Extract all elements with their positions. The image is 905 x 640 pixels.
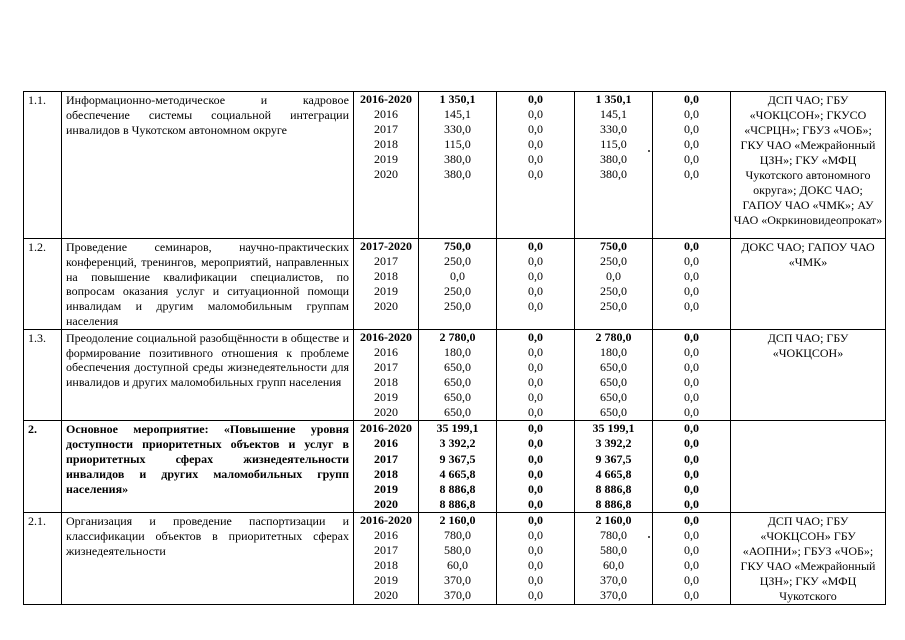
regional-funding-column — [575, 92, 653, 239]
regional-funding-cell: 370,0 — [600, 573, 627, 588]
total-funding-cell: 2 780,0 — [439, 329, 476, 344]
regional-funding-cell: 4 665,8 — [595, 466, 632, 481]
federal-funding-cell: 0,0 — [528, 390, 543, 405]
table-body — [24, 92, 886, 605]
total-funding-column — [419, 239, 497, 330]
year-cell: 2018 — [374, 137, 398, 152]
other-funding-cell: 0,0 — [684, 269, 699, 284]
regional-funding-column — [575, 239, 653, 330]
federal-funding-column — [497, 92, 575, 239]
federal-funding-cell: 0,0 — [528, 512, 543, 527]
regional-funding-cell: 370,0 — [600, 588, 627, 603]
federal-funding-cell: 0,0 — [528, 92, 543, 106]
total-funding-cell: 115,0 — [444, 137, 471, 152]
year-cell: 2018 — [374, 466, 398, 481]
regional-funding-cell: 2 160,0 — [595, 512, 632, 527]
total-funding-cell: 750,0 — [444, 239, 471, 253]
table-row — [24, 329, 886, 421]
federal-funding-cell: 0,0 — [528, 122, 543, 137]
total-funding-cell: 380,0 — [444, 152, 471, 167]
total-funding-column — [419, 512, 497, 604]
year-cell: 2018 — [374, 269, 398, 284]
other-funding-cell: 0,0 — [684, 167, 699, 182]
other-funding-cell: 0,0 — [684, 466, 699, 481]
federal-funding-column — [497, 512, 575, 604]
other-funding-cell: 0,0 — [684, 436, 699, 451]
total-funding-cell: 35 199,1 — [436, 421, 479, 436]
regional-funding-cell: 60,0 — [603, 558, 624, 573]
regional-funding-cell: 330,0 — [600, 122, 627, 137]
year-cell: 2016 — [374, 528, 398, 542]
federal-funding-cell: 0,0 — [528, 421, 543, 436]
regional-funding-cell: 650,0 — [600, 405, 627, 420]
total-funding-cell: 4 665,8 — [439, 466, 476, 481]
federal-funding-cell: 0,0 — [528, 481, 543, 496]
federal-funding-column — [497, 421, 575, 513]
federal-funding-cell: 0,0 — [528, 543, 543, 558]
regional-funding-cell: 250,0 — [600, 299, 627, 314]
total-funding-cell: 0,0 — [450, 269, 465, 284]
other-funding-cell: 0,0 — [684, 329, 699, 344]
other-funding-cell: 0,0 — [684, 481, 699, 496]
total-funding-cell: 650,0 — [444, 375, 471, 390]
year-cell: 2017 — [374, 451, 398, 466]
other-funding-cell: 0,0 — [684, 107, 699, 122]
federal-funding-cell: 0,0 — [528, 451, 543, 466]
total-funding-cell: 180,0 — [444, 344, 471, 359]
total-funding-column — [419, 329, 497, 421]
year-cell: 2019 — [374, 284, 398, 299]
regional-funding-cell: 9 367,5 — [595, 451, 632, 466]
regional-funding-column — [575, 329, 653, 421]
total-funding-cell: 370,0 — [444, 588, 471, 603]
total-funding-cell: 9 367,5 — [439, 451, 476, 466]
other-funding-column — [653, 512, 731, 604]
item-number: 1.1. — [24, 92, 62, 239]
total-funding-column — [419, 92, 497, 239]
total-funding-cell: 145,1 — [444, 107, 471, 122]
regional-funding-cell: 380,0 — [600, 167, 627, 182]
federal-funding-cell: 0,0 — [528, 436, 543, 451]
regional-funding-cell: 8 886,8 — [595, 496, 632, 511]
other-funding-cell: 0,0 — [684, 496, 699, 511]
other-funding-cell: 0,0 — [684, 137, 699, 152]
year-cell: 2018 — [374, 558, 398, 573]
other-funding-cell: 0,0 — [684, 284, 699, 299]
year-column — [354, 239, 419, 330]
federal-funding-cell: 0,0 — [528, 496, 543, 511]
other-funding-column — [653, 239, 731, 330]
other-funding-cell: 0,0 — [684, 359, 699, 374]
regional-funding-cell: 3 392,2 — [595, 436, 632, 451]
federal-funding-cell: 0,0 — [528, 137, 543, 152]
regional-funding-column — [575, 512, 653, 604]
other-funding-cell: 0,0 — [684, 344, 699, 359]
table-row — [24, 239, 886, 330]
activity-description: Преодоление социальной разобщённости в обществе и формирование позитивного отношения к проблеме обеспечения доступной среды жизнедеятельности для инвалидов и других маломобильных групп населения — [62, 329, 354, 421]
responsible-executors: ДСП ЧАО; ГБУ «ЧОКЦСОН» — [731, 329, 886, 421]
regional-funding-cell: 750,0 — [600, 239, 627, 253]
year-cell: 2017-2020 — [360, 239, 412, 253]
activity-description: Информационно-методическое и кадровое обеспечение системы социальной интеграции инвалидов в Чукотском автономном округе — [62, 92, 354, 239]
regional-funding-column — [575, 421, 653, 513]
regional-funding-cell: 580,0 — [600, 543, 627, 558]
other-funding-cell: 0,0 — [684, 299, 699, 314]
other-funding-column — [653, 329, 731, 421]
year-cell: 2018 — [374, 375, 398, 390]
year-cell: 2020 — [374, 167, 398, 182]
year-cell: 2017 — [374, 359, 398, 374]
federal-funding-cell: 0,0 — [528, 167, 543, 182]
federal-funding-cell: 0,0 — [528, 329, 543, 344]
responsible-executors: ДОКС ЧАО; ГАПОУ ЧАО «ЧМК» — [731, 239, 886, 330]
year-cell: 2016 — [374, 107, 398, 122]
total-funding-cell: 380,0 — [444, 167, 471, 182]
item-number: 1.2. — [24, 239, 62, 330]
federal-funding-cell: 0,0 — [528, 466, 543, 481]
federal-funding-cell: 0,0 — [528, 558, 543, 573]
activity-description: Проведение семинаров, научно-практических конференций, тренингов, мероприятий, направленных на повышение квалификации специалистов, по вопросам оказания услуг и ситуационной помощи инвалидам и другим маломобильным группам населения — [62, 239, 354, 330]
responsible-executors: ДСП ЧАО; ГБУ «ЧОКЦСОН»; ГКУСО «ЧСРЦН»; ГБУЗ «ЧОБ»; ГКУ ЧАО «Межрайонный ЦЗН»; ГКУ «МФЦ Чукотского автономного округа»; ДОКС ЧАО; ГАПОУ ЧАО «ЧМК»; АУ ЧАО «Окркиновидеопрокат» — [731, 92, 886, 239]
table-row — [24, 92, 886, 239]
total-funding-cell: 650,0 — [444, 405, 471, 420]
federal-funding-cell: 0,0 — [528, 107, 543, 122]
regional-funding-cell: 145,1 — [600, 107, 627, 122]
year-cell: 2016-2020 — [360, 92, 412, 106]
total-funding-cell: 3 392,2 — [439, 436, 476, 451]
federal-funding-cell: 0,0 — [528, 254, 543, 269]
other-funding-cell: 0,0 — [684, 239, 699, 253]
total-funding-cell: 250,0 — [444, 284, 471, 299]
other-funding-cell: 0,0 — [684, 421, 699, 436]
regional-funding-cell: 780,0 — [600, 528, 627, 542]
year-cell: 2020 — [374, 405, 398, 420]
total-funding-cell: 780,0 — [444, 528, 471, 542]
total-funding-cell: 330,0 — [444, 122, 471, 137]
federal-funding-cell: 0,0 — [528, 152, 543, 167]
year-column — [354, 92, 419, 239]
total-funding-cell: 8 886,8 — [439, 481, 476, 496]
regional-funding-cell: 650,0 — [600, 390, 627, 405]
federal-funding-cell: 0,0 — [528, 344, 543, 359]
year-column — [354, 421, 419, 513]
total-funding-column — [419, 421, 497, 513]
other-funding-cell: 0,0 — [684, 573, 699, 588]
regional-funding-cell: 0,0 — [606, 269, 621, 284]
year-cell: 2016 — [374, 344, 398, 359]
scan-speck — [648, 536, 650, 538]
year-cell: 2020 — [374, 496, 398, 511]
other-funding-cell: 0,0 — [684, 405, 699, 420]
federal-funding-column — [497, 329, 575, 421]
total-funding-cell: 370,0 — [444, 573, 471, 588]
total-funding-cell: 250,0 — [444, 299, 471, 314]
table-row — [24, 421, 886, 513]
federal-funding-cell: 0,0 — [528, 375, 543, 390]
year-cell: 2017 — [374, 543, 398, 558]
year-column — [354, 512, 419, 604]
other-funding-cell: 0,0 — [684, 122, 699, 137]
year-cell: 2019 — [374, 390, 398, 405]
regional-funding-cell: 650,0 — [600, 375, 627, 390]
year-cell: 2019 — [374, 152, 398, 167]
activity-description: Основное мероприятие: «Повышение уровня доступности приоритетных объектов и услуг в приоритетных сферах жизнедеятельности инвалидов и других маломобильных групп населения» — [62, 421, 354, 513]
federal-funding-cell: 0,0 — [528, 269, 543, 284]
total-funding-cell: 2 160,0 — [439, 512, 476, 527]
total-funding-cell: 60,0 — [447, 558, 468, 573]
total-funding-cell: 650,0 — [444, 390, 471, 405]
year-column — [354, 329, 419, 421]
other-funding-cell: 0,0 — [684, 528, 699, 542]
item-number: 2.1. — [24, 512, 62, 604]
responsible-executors — [731, 421, 886, 513]
other-funding-column — [653, 421, 731, 513]
year-cell: 2020 — [374, 588, 398, 603]
other-funding-cell: 0,0 — [684, 92, 699, 106]
federal-funding-cell: 0,0 — [528, 239, 543, 253]
other-funding-cell: 0,0 — [684, 152, 699, 167]
federal-funding-column — [497, 239, 575, 330]
year-cell: 2016 — [374, 436, 398, 451]
regional-funding-cell: 115,0 — [600, 137, 627, 152]
activity-description: Организация и проведение паспортизации и классификации объектов в приоритетных сферах жизнедеятельности — [62, 512, 354, 604]
total-funding-cell: 8 886,8 — [439, 496, 476, 511]
other-funding-cell: 0,0 — [684, 451, 699, 466]
total-funding-cell: 580,0 — [444, 543, 471, 558]
regional-funding-cell: 180,0 — [600, 344, 627, 359]
federal-funding-cell: 0,0 — [528, 405, 543, 420]
program-activities-table — [23, 91, 886, 605]
total-funding-cell: 1 350,1 — [439, 92, 476, 106]
year-cell: 2019 — [374, 481, 398, 496]
year-cell: 2017 — [374, 122, 398, 137]
federal-funding-cell: 0,0 — [528, 284, 543, 299]
year-cell: 2017 — [374, 254, 398, 269]
regional-funding-cell: 250,0 — [600, 284, 627, 299]
other-funding-cell: 0,0 — [684, 588, 699, 603]
other-funding-cell: 0,0 — [684, 254, 699, 269]
other-funding-cell: 0,0 — [684, 375, 699, 390]
other-funding-column — [653, 92, 731, 239]
federal-funding-cell: 0,0 — [528, 588, 543, 603]
regional-funding-cell: 250,0 — [600, 254, 627, 269]
table-row — [24, 512, 886, 604]
responsible-executors: ДСП ЧАО; ГБУ «ЧОКЦСОН» ГБУ «АОПНИ»; ГБУЗ «ЧОБ»; ГКУ ЧАО «Межрайонный ЦЗН»; ГКУ «МФЦ Чукотского — [731, 512, 886, 604]
regional-funding-cell: 1 350,1 — [595, 92, 632, 106]
other-funding-cell: 0,0 — [684, 390, 699, 405]
year-cell: 2016-2020 — [360, 512, 412, 527]
total-funding-cell: 650,0 — [444, 359, 471, 374]
federal-funding-cell: 0,0 — [528, 359, 543, 374]
year-cell: 2016-2020 — [360, 421, 412, 436]
regional-funding-cell: 380,0 — [600, 152, 627, 167]
regional-funding-cell: 35 199,1 — [592, 421, 635, 436]
federal-funding-cell: 0,0 — [528, 299, 543, 314]
other-funding-cell: 0,0 — [684, 558, 699, 573]
total-funding-cell: 250,0 — [444, 254, 471, 269]
federal-funding-cell: 0,0 — [528, 528, 543, 542]
other-funding-cell: 0,0 — [684, 543, 699, 558]
item-number: 1.3. — [24, 329, 62, 421]
year-cell: 2016-2020 — [360, 329, 412, 344]
item-number: 2. — [24, 421, 62, 513]
scan-speck — [648, 150, 650, 152]
year-cell: 2020 — [374, 299, 398, 314]
federal-funding-cell: 0,0 — [528, 573, 543, 588]
other-funding-cell: 0,0 — [684, 512, 699, 527]
year-cell: 2019 — [374, 573, 398, 588]
regional-funding-cell: 2 780,0 — [595, 329, 632, 344]
regional-funding-cell: 650,0 — [600, 359, 627, 374]
regional-funding-cell: 8 886,8 — [595, 481, 632, 496]
